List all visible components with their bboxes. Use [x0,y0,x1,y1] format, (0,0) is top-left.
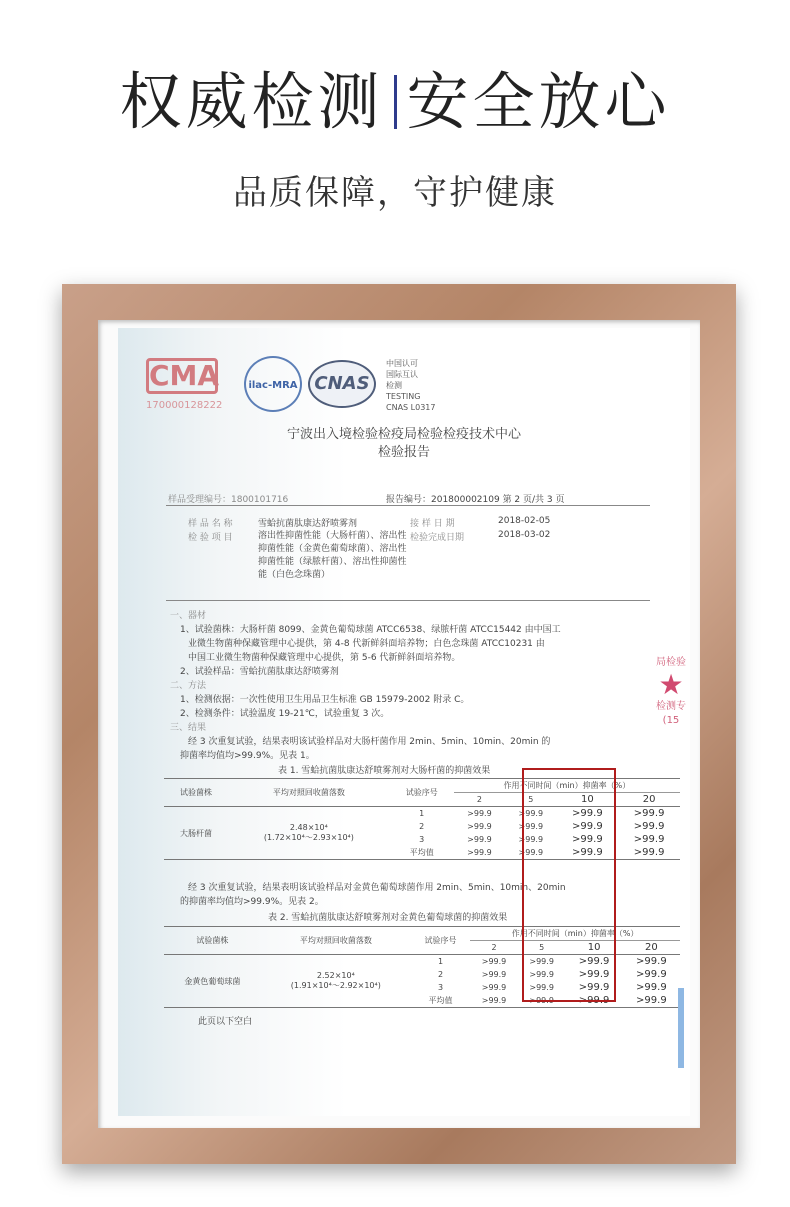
items-value: 溶出性抑菌性能（大肠杆菌）、溶出性抑菌性能（金黄色葡萄球菌）、溶出性抑菌性能（绿脓杆菌）、溶出性抑菌性能（白色念珠菌） [258,531,407,580]
strain-cell: 金黄色葡萄球菌 [184,976,241,986]
blue-mark [678,988,684,1068]
stamp-text: 检测专 [656,701,686,712]
product-value: 雪蛤抗菌肽康达舒喷雾剂 [258,519,358,529]
value-cell: >99.9 [572,847,603,858]
value-cell: >99.9 [529,957,554,966]
value-cell: >99.9 [529,996,554,1005]
value-cell: >99.9 [518,835,544,844]
items-label: 检 验 项 目 [188,533,233,543]
seq-cell: 2 [437,970,444,979]
value-cell: >99.9 [481,983,507,992]
headline-divider [394,75,397,129]
value-cell: >99.9 [481,996,507,1005]
body-line: 经 3 次重复试验，结果表明该试验样品对大肠杆菌作用 2min、5min、10min、20min 的 [188,737,551,747]
stamp-text: (15 [662,715,680,726]
divider [166,505,650,506]
time-header: 2 [491,943,497,952]
value-cell: >99.9 [529,983,554,992]
end-note: 此页以下空白 [198,1017,253,1027]
value-cell: >99.9 [633,808,665,819]
headline-left: 权威检测 [119,65,384,138]
receive-label: 接 样 日 期 [410,519,455,529]
value-cell: >99.9 [636,956,667,967]
time-header: 20 [644,942,658,953]
value-cell: >99.9 [467,822,492,831]
body-line: 1、检测依据：一次性使用卫生用品卫生标准 GB 15979-2002 附录 C。 [180,695,470,705]
time-header: 10 [587,942,601,953]
time-header: 2 [476,795,482,804]
sample-no: 样品受理编号：1800101716 [168,495,289,505]
table-header: 试验菌株 [179,788,212,797]
strain-cell: 大肠杆菌 [179,828,212,838]
value-cell: >99.9 [636,969,667,980]
table-header: 作用不同时间（min）抑菌率（%） [503,781,631,790]
section-method: 二、方法 [170,681,207,691]
table1-title: 表 1. 雪蛤抗菌肽康达舒喷雾剂对大肠杆菌的抑菌效果 [278,766,491,776]
value-cell: >99.9 [481,957,507,966]
headline-right: 安全放心 [406,65,671,138]
value-cell: >99.9 [633,821,665,832]
seq-cell: 平均值 [409,848,434,857]
value-cell: >99.9 [467,809,492,818]
control-cell: 2.52×10⁴ (1.91×10⁴～2.92×10⁴) [290,971,381,990]
value-cell: >99.9 [636,995,667,1006]
table-header: 平均对照回收菌落数 [299,936,372,945]
product-label: 样 品 名 称 [188,519,233,529]
value-cell: >99.9 [518,848,544,857]
seq-cell: 3 [419,835,425,844]
control-cell: 2.48×10⁴ (1.72×10⁴～2.93×10⁴) [263,823,354,842]
seq-cell: 2 [419,822,425,831]
value-cell: >99.9 [572,808,603,819]
cnas-caption: 中国认可 国际互认 检测 TESTING CNAS L0317 [386,359,436,412]
seq-cell: 1 [437,957,444,966]
value-cell: >99.9 [633,834,665,845]
cnas-logo: CNAS [308,360,376,408]
value-cell: >99.9 [518,822,544,831]
subtitle: 品质保障，守护健康 [233,173,557,213]
value-cell: >99.9 [578,995,610,1006]
value-cell: >99.9 [467,835,492,844]
value-cell: >99.9 [518,809,544,818]
value-cell: >99.9 [481,970,507,979]
report-title: 检验报告 [377,445,430,460]
table-header: 试验菌株 [196,936,229,945]
stamp-text: 局检验 [656,657,686,668]
body-line: 的抑菌率均值均>99.9%。见表 2。 [180,897,324,907]
done-value: 2018-03-02 [498,530,551,540]
report-no: 报告编号：201800002109 第 2 页/共 3 页 [386,495,565,505]
value-cell: >99.9 [572,821,603,832]
star-icon: ★ [658,668,684,701]
value-cell: >99.9 [578,969,610,980]
body-line: 抑菌率均值均>99.9%。见表 1。 [180,751,315,761]
cma-logo [146,358,222,411]
cma-number: 170000128222 [146,400,223,411]
body-line: 1、试验菌株：大肠杆菌 8099、金黄色葡萄球菌 ATCC6538、绿脓杆菌 ATCC15442 由中国工 [180,625,561,635]
highlight-box [522,768,616,1002]
table-header: 作用不同时间（min）抑菌率（%） [511,929,639,938]
divider [166,600,650,601]
time-header: 5 [528,795,534,804]
org-name: 宁波出入境检验检疫局检验检疫技术中心 [286,427,521,442]
value-cell: >99.9 [529,970,554,979]
table2-title: 表 2. 雪蛤抗菌肽康达舒喷雾剂对金黄色葡萄球菌的抑菌效果 [268,913,508,923]
seq-cell: 3 [437,983,444,992]
certificate-frame [62,284,736,1164]
time-header: 20 [642,794,656,805]
seq-cell: 平均值 [428,996,453,1005]
done-label: 检验完成日期 [410,533,465,543]
report-page [118,328,690,1116]
value-cell: >99.9 [633,847,665,858]
body-line: 2、试验样品：雪蛤抗菌肽康达舒喷雾剂 [180,667,339,677]
inspection-stamp [652,656,690,728]
receive-value: 2018-02-05 [498,516,551,526]
body-line: 中国工业微生物菌种保藏管理中心提供，第 5-6 代新鲜斜面培养物。 [188,653,461,663]
section-result: 三、结果 [170,723,207,733]
report-heading [118,426,690,462]
table-header: 平均对照回收菌落数 [272,788,345,797]
frame-mat [98,320,700,1128]
value-cell: >99.9 [578,982,610,993]
time-header: 10 [580,794,594,805]
body-line: 经 3 次重复试验，结果表明该试验样品对金黄色葡萄球菌作用 2min、5min、10min、20min [188,883,566,893]
body-line: 2、检测条件：试验温度 19-21℃，试验重复 3 次。 [180,709,390,719]
ilac-logo: ilac-MRA [244,356,302,412]
value-cell: >99.9 [467,848,492,857]
value-cell: >99.9 [636,982,667,993]
section-equipment: 一、器材 [170,611,207,621]
table-header: 试验序号 [424,936,457,945]
headline [0,52,790,141]
body-line: 业微生物菌种保藏管理中心提供，第 4-8 代新鲜斜面培养物；白色念珠菌 ATCC10231 由 [188,639,545,649]
seq-cell: 1 [419,809,425,818]
value-cell: >99.9 [572,834,603,845]
cma-mark: CMA [146,358,218,394]
table-header: 试验序号 [405,788,438,797]
value-cell: >99.9 [578,956,610,967]
time-header: 5 [539,943,545,952]
